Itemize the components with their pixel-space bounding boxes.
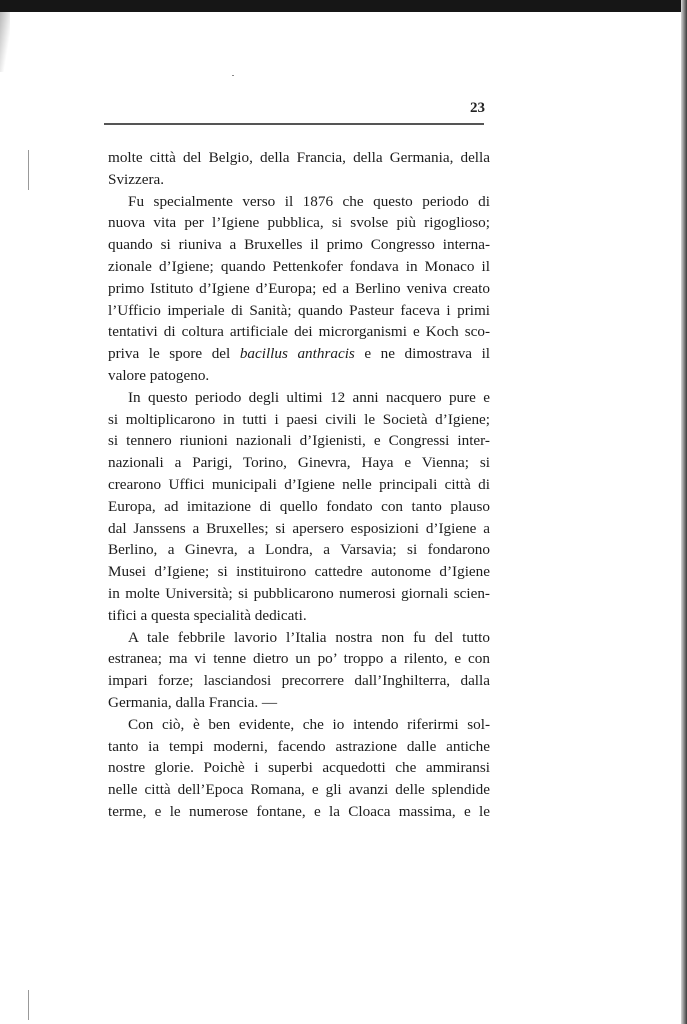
italic-term: bacillus anthracis xyxy=(239,345,355,363)
text-line: si tennero riunioni nazionali d’Igienisti, e Congressi inter- xyxy=(108,432,490,450)
text-line: In questo periodo degli ultimi 12 anni nacquero pure e xyxy=(128,388,490,406)
text-line: Svizzera. xyxy=(108,170,165,188)
text-line: terme, e le numerose fontane, e la Cloaca massima, e le xyxy=(108,802,490,820)
text-line: tanto ia tempi moderni, facendo astrazione dalle antiche xyxy=(108,737,490,755)
text-line: nuova vita per l’Igiene pubblica, si svolse più rigoglioso; xyxy=(108,214,490,232)
text-line: estranea; ma vi tenne dietro un po’ troppo a rilento, e con xyxy=(108,650,490,668)
text-line: tentativi di coltura artificiale dei microrganismi e Koch sco- xyxy=(108,323,490,341)
page-corner-shadow xyxy=(0,12,10,72)
text-line: primo Istituto d’Igiene d’Europa; ed a Berlino veniva creato xyxy=(108,279,490,297)
text-line: Musei d’Igiene; si instituirono cattedre autonome d’Igiene xyxy=(108,563,490,581)
scan-margin-mark xyxy=(28,990,29,1020)
paper-speck xyxy=(232,75,234,76)
page-number: 23 xyxy=(470,100,485,116)
scan-margin-mark xyxy=(28,150,29,190)
text-segment: e ne dimostrava il xyxy=(354,345,491,363)
text-line: Con ciò, è ben evidente, che io intendo riferirmi sol- xyxy=(128,715,490,733)
text-line: si moltiplicarono in tutti i paesi civili le Società d’Igiene; xyxy=(108,410,490,428)
text-line: l’Ufficio imperiale di Sanità; quando Pasteur faceva i primi xyxy=(108,301,490,319)
text-line xyxy=(108,343,490,365)
text-line: impari forze; lasciandosi precorrere dall’Inghilterra, dalla xyxy=(108,672,490,690)
text-line: nazionali a Parigi, Torino, Ginevra, Haya e Vienna; si xyxy=(108,454,490,472)
text-line: nostre glorie. Poichè i superbi acquedotti che ammiransi xyxy=(108,759,490,777)
text-line: quando si riuniva a Bruxelles il primo Congresso interna- xyxy=(108,236,490,254)
scan-top-border xyxy=(0,0,687,12)
header-rule xyxy=(104,123,484,125)
text-line: A tale febbrile lavorio l’Italia nostra non fu del tutto xyxy=(128,628,490,646)
text-segment: priva le spore del xyxy=(108,345,240,363)
text-line: molte città del Belgio, della Francia, della Germania, della xyxy=(108,149,490,166)
text-line: in molte Università; si pubblicarono numerosi giornali scien- xyxy=(108,584,490,602)
body-text xyxy=(108,147,490,823)
text-line: tifici a questa specialità dedicati. xyxy=(108,606,307,624)
text-line: Berlino, a Ginevra, a Londra, a Varsavia; si fondarono xyxy=(108,541,490,559)
text-line: valore patogeno. xyxy=(108,366,210,384)
text-line: dal Janssens a Bruxelles; si apersero esposizioni d’Igiene a xyxy=(108,519,490,537)
text-line: zionale d’Igiene; quando Pettenkofer fondava in Monaco il xyxy=(108,257,490,275)
text-line: Europa, ad imitazione di quello fondato con tanto plauso xyxy=(108,497,490,515)
text-line: Germania, dalla Francia. — xyxy=(108,693,278,711)
scan-right-edge xyxy=(681,0,687,1024)
text-line: Fu specialmente verso il 1876 che questo periodo di xyxy=(128,192,490,210)
text-line: crearono Uffici municipali d’Igiene nelle principali città di xyxy=(108,475,490,493)
text-line: nelle città dell’Epoca Romana, e gli avanzi delle splendide xyxy=(108,781,490,799)
